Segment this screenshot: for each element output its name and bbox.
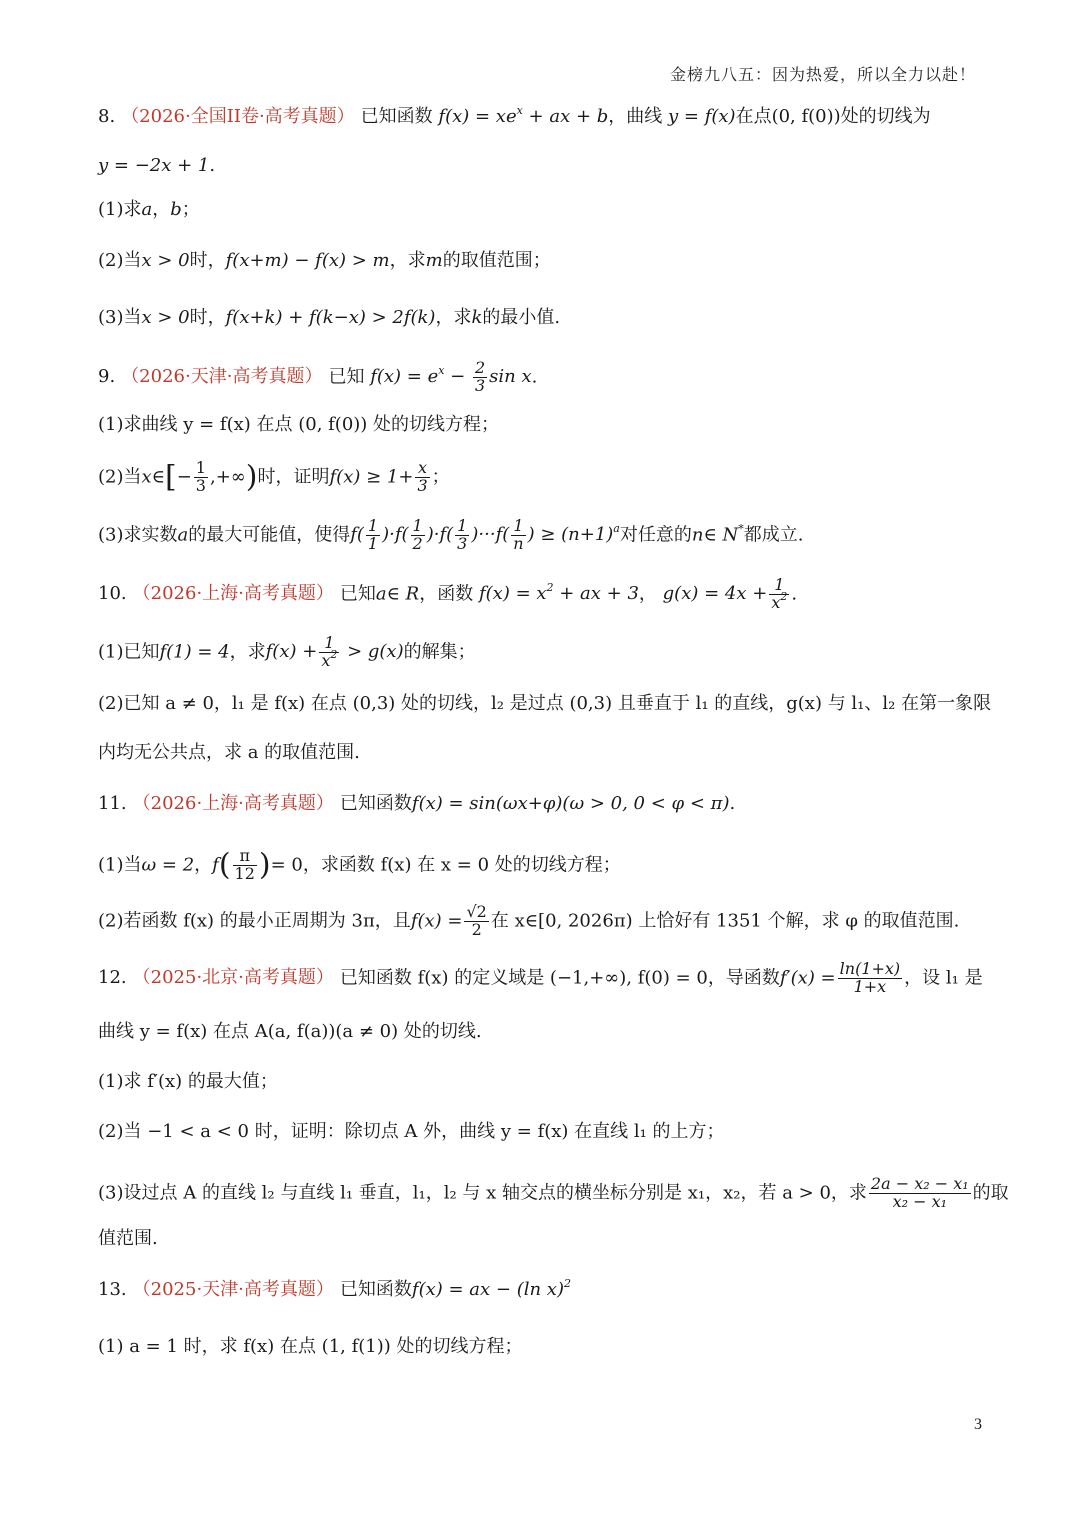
stem-text: ，求	[435, 307, 472, 328]
punct: ；	[181, 199, 200, 220]
q9-stem	[98, 360, 984, 395]
stem-text: 对任意的	[619, 524, 692, 546]
stem-text: ，求函数 f(x) 在 x = 0 处的切线方程；	[302, 854, 621, 876]
function-definition: $f(x) = x^2$ + ax + 3	[478, 581, 639, 605]
page-header: 金榜九八五：因为热爱，所以全力以赴！	[669, 65, 976, 84]
question-source: （2026·天津·高考真题）	[121, 366, 323, 388]
condition: x∈	[141, 466, 165, 488]
punct: .	[729, 793, 736, 814]
part-label: (3)当	[98, 307, 142, 328]
sign: −	[176, 466, 192, 488]
derivative-expr: f′(x) =	[779, 967, 836, 989]
stem-text: 处的切线为	[840, 106, 931, 127]
q9-part3	[98, 518, 984, 553]
paren: )	[258, 847, 271, 883]
g-definition: g(x) = 4x + $\frac{1}{x^2}$	[662, 575, 788, 612]
condition: n∈ N	[691, 524, 739, 546]
var: a	[177, 524, 189, 546]
q10-stem	[98, 577, 984, 612]
equation: = 0	[270, 854, 303, 876]
stem-text: 的最小值.	[482, 307, 561, 328]
stem-text: ，求	[229, 641, 266, 663]
q12-part3-line2: 值范围.	[98, 1228, 158, 1249]
stem-text: 时，证明	[257, 466, 330, 488]
part-label: (1)求	[98, 199, 142, 220]
q12-stem-line2: 曲线 y = f(x) 在点 A(a, f(a))(a ≠ 0) 处的切线.	[98, 1021, 482, 1042]
stem-text: ，设 l₁ 是	[904, 967, 983, 989]
punct: .	[531, 366, 538, 388]
paren: (	[218, 847, 231, 883]
punct: ，	[152, 199, 171, 220]
inequality: f(x+k) + f(k−x) > 2f(k)	[225, 307, 436, 328]
part-label: (3)求实数	[98, 524, 178, 546]
stem-text: ，函数	[419, 583, 474, 605]
punct: ，	[638, 583, 657, 605]
q11-stem	[98, 791, 984, 817]
page-number: 3	[974, 1416, 982, 1433]
part-label: (2)当	[98, 250, 142, 271]
tangent-expr: y = −2x + 1	[98, 155, 210, 176]
var: k	[471, 307, 483, 328]
condition: f(1) = 4	[159, 641, 230, 663]
punct: ，	[194, 854, 213, 876]
stem-text: 的取	[972, 1182, 1009, 1204]
stem-text: 在点	[735, 106, 772, 127]
function-definition: $f(x) = e^x$ − $\frac{2}{3}$ sin x	[370, 358, 532, 395]
condition: x > 0	[141, 307, 190, 328]
question-source: （2026·上海·高考真题）	[132, 793, 334, 814]
q9-part2	[98, 460, 984, 495]
condition: a∈ R	[375, 583, 420, 605]
var: m	[425, 250, 443, 271]
interval-end: ,+∞	[209, 466, 246, 488]
q9-part1: (1)求曲线 y = f(x) 在点 (0, f(0)) 处的切线方程；	[98, 414, 500, 435]
equation: f(x) =	[410, 910, 463, 932]
stem-text: 的最大可能值，使得	[188, 524, 351, 546]
curve-expr: y = f(x)	[668, 106, 736, 127]
stem-text: ，求	[389, 250, 426, 271]
question-number: 12.	[98, 967, 127, 989]
fraction: $\frac{√2}{2}$	[466, 902, 487, 939]
q8-stem	[98, 104, 984, 130]
q8-stem-line2	[98, 153, 984, 179]
q8-part3	[98, 305, 984, 331]
stem-text: 的解集；	[403, 641, 476, 663]
stem-text: 都成立.	[743, 524, 804, 546]
var: b	[170, 199, 182, 220]
q8-part1	[98, 197, 984, 223]
fraction: $\frac{1}{3}$	[195, 458, 206, 495]
stem-text: 已知函数	[360, 106, 433, 127]
question-source: （2025·北京·高考真题）	[132, 967, 334, 989]
fraction: $\frac{\text{2a − x₂ − x₁}}{\text{x₂ − x₁}}$	[870, 1174, 969, 1211]
stem-text: (3)设过点 A 的直线 l₂ 与直线 l₁ 垂直，l₁，l₂ 与 x 轴交点的横坐标分别是 x₁，x₂，若 a > 0，求	[98, 1182, 867, 1204]
inequality: f(x) + $\frac{1}{x^2}$ > g(x)	[265, 633, 404, 670]
point-expr: (0, f(0))	[771, 106, 841, 127]
fraction: $\frac{\ln(1+x)}{1+x}$	[839, 959, 901, 996]
punct: ；	[431, 466, 450, 488]
function-name: f	[212, 854, 219, 876]
question-number: 9.	[98, 366, 116, 388]
question-source: （2026·上海·高考真题）	[132, 583, 334, 605]
question-source: （2026·全国II卷·高考真题）	[121, 106, 355, 127]
stem-text: 时，	[189, 250, 226, 271]
part-label: (1)当	[98, 854, 142, 876]
question-number: 13.	[98, 1279, 127, 1300]
q12-stem	[98, 961, 984, 996]
stem-text: 已知函数	[339, 1279, 412, 1300]
inequality: f(x+m) − f(x) > m	[225, 250, 390, 271]
function-definition: $f(x) = xe^x$ + ax + b	[438, 104, 609, 127]
q13-part1: (1) a = 1 时，求 f(x) 在点 (1, f(1)) 处的切线方程；	[98, 1336, 523, 1357]
question-number: 11.	[98, 793, 127, 814]
q10-part2: (2)已知 a ≠ 0，l₁ 是 f(x) 在点 (0,3) 处的切线，l₂ 是过点 (0,3) 且垂直于 l₁ 的直线，g(x) 与 l₁、l₂ 在第一象限	[98, 693, 992, 714]
condition: x > 0	[141, 250, 190, 271]
stem-text: 已知函数 f(x) 的定义域是 (−1,+∞), f(0) = 0，导函数	[339, 967, 780, 989]
fraction: $\frac{x}{3}$	[417, 458, 428, 495]
q8-part2	[98, 248, 984, 274]
stem-text: ，曲线	[608, 106, 663, 127]
q13-stem	[98, 1277, 984, 1303]
q11-part1	[98, 848, 984, 883]
punct: .	[791, 583, 798, 605]
q12-part3	[98, 1174, 1009, 1211]
q10-part2-line2: 内均无公共点，求 a 的取值范围.	[98, 742, 360, 763]
condition: ω = 2	[141, 854, 195, 876]
bracket: [	[164, 459, 177, 495]
q10-part1	[98, 635, 984, 670]
bracket: )	[245, 459, 258, 495]
question-number: 10.	[98, 583, 127, 605]
q12-part2: (2)当 −1 < a < 0 时，证明：除切点 A 外，曲线 y = f(x) 在直线 l₁ 的上方；	[98, 1121, 725, 1142]
inequality: f(x) ≥ 1+	[329, 466, 414, 488]
part-label: (2)若函数 f(x) 的最小正周期为 3π，且	[98, 910, 411, 932]
function-definition: f(x) = ax − (ln x)$^2$	[411, 1277, 571, 1300]
part-label: (2)当	[98, 466, 142, 488]
stem-text: 时，	[189, 307, 226, 328]
question-number: 8.	[98, 106, 116, 127]
superscript: *	[738, 522, 744, 536]
part-label: (1)已知	[98, 641, 160, 663]
var: a	[141, 199, 153, 220]
stem-text: 已知	[328, 366, 365, 388]
punct: .	[209, 155, 216, 176]
function-definition: f(x) = sin(ωx+φ)(ω > 0, 0 < φ < π)	[411, 793, 730, 814]
stem-text: 已知函数	[339, 793, 412, 814]
q11-part2	[98, 904, 984, 939]
stem-text: 在 x∈[0, 2026π) 上恰好有 1351 个解，求 φ 的取值范围.	[490, 910, 960, 932]
question-source: （2025·天津·高考真题）	[132, 1279, 334, 1300]
q12-part1: (1)求 f′(x) 的最大值；	[98, 1071, 278, 1092]
product-expr: f( $\frac{1}{1}$ )·f( $\frac{1}{2}$ )·f( $\frac{1}{3}$ )···f( $\frac{1}{n}$ ) ≥ $(n+1)^a$	[350, 516, 620, 553]
fraction: $\frac{\pi}{12}$	[234, 846, 255, 883]
stem-text: 的取值范围；	[442, 250, 551, 271]
stem-text: 已知	[339, 583, 376, 605]
